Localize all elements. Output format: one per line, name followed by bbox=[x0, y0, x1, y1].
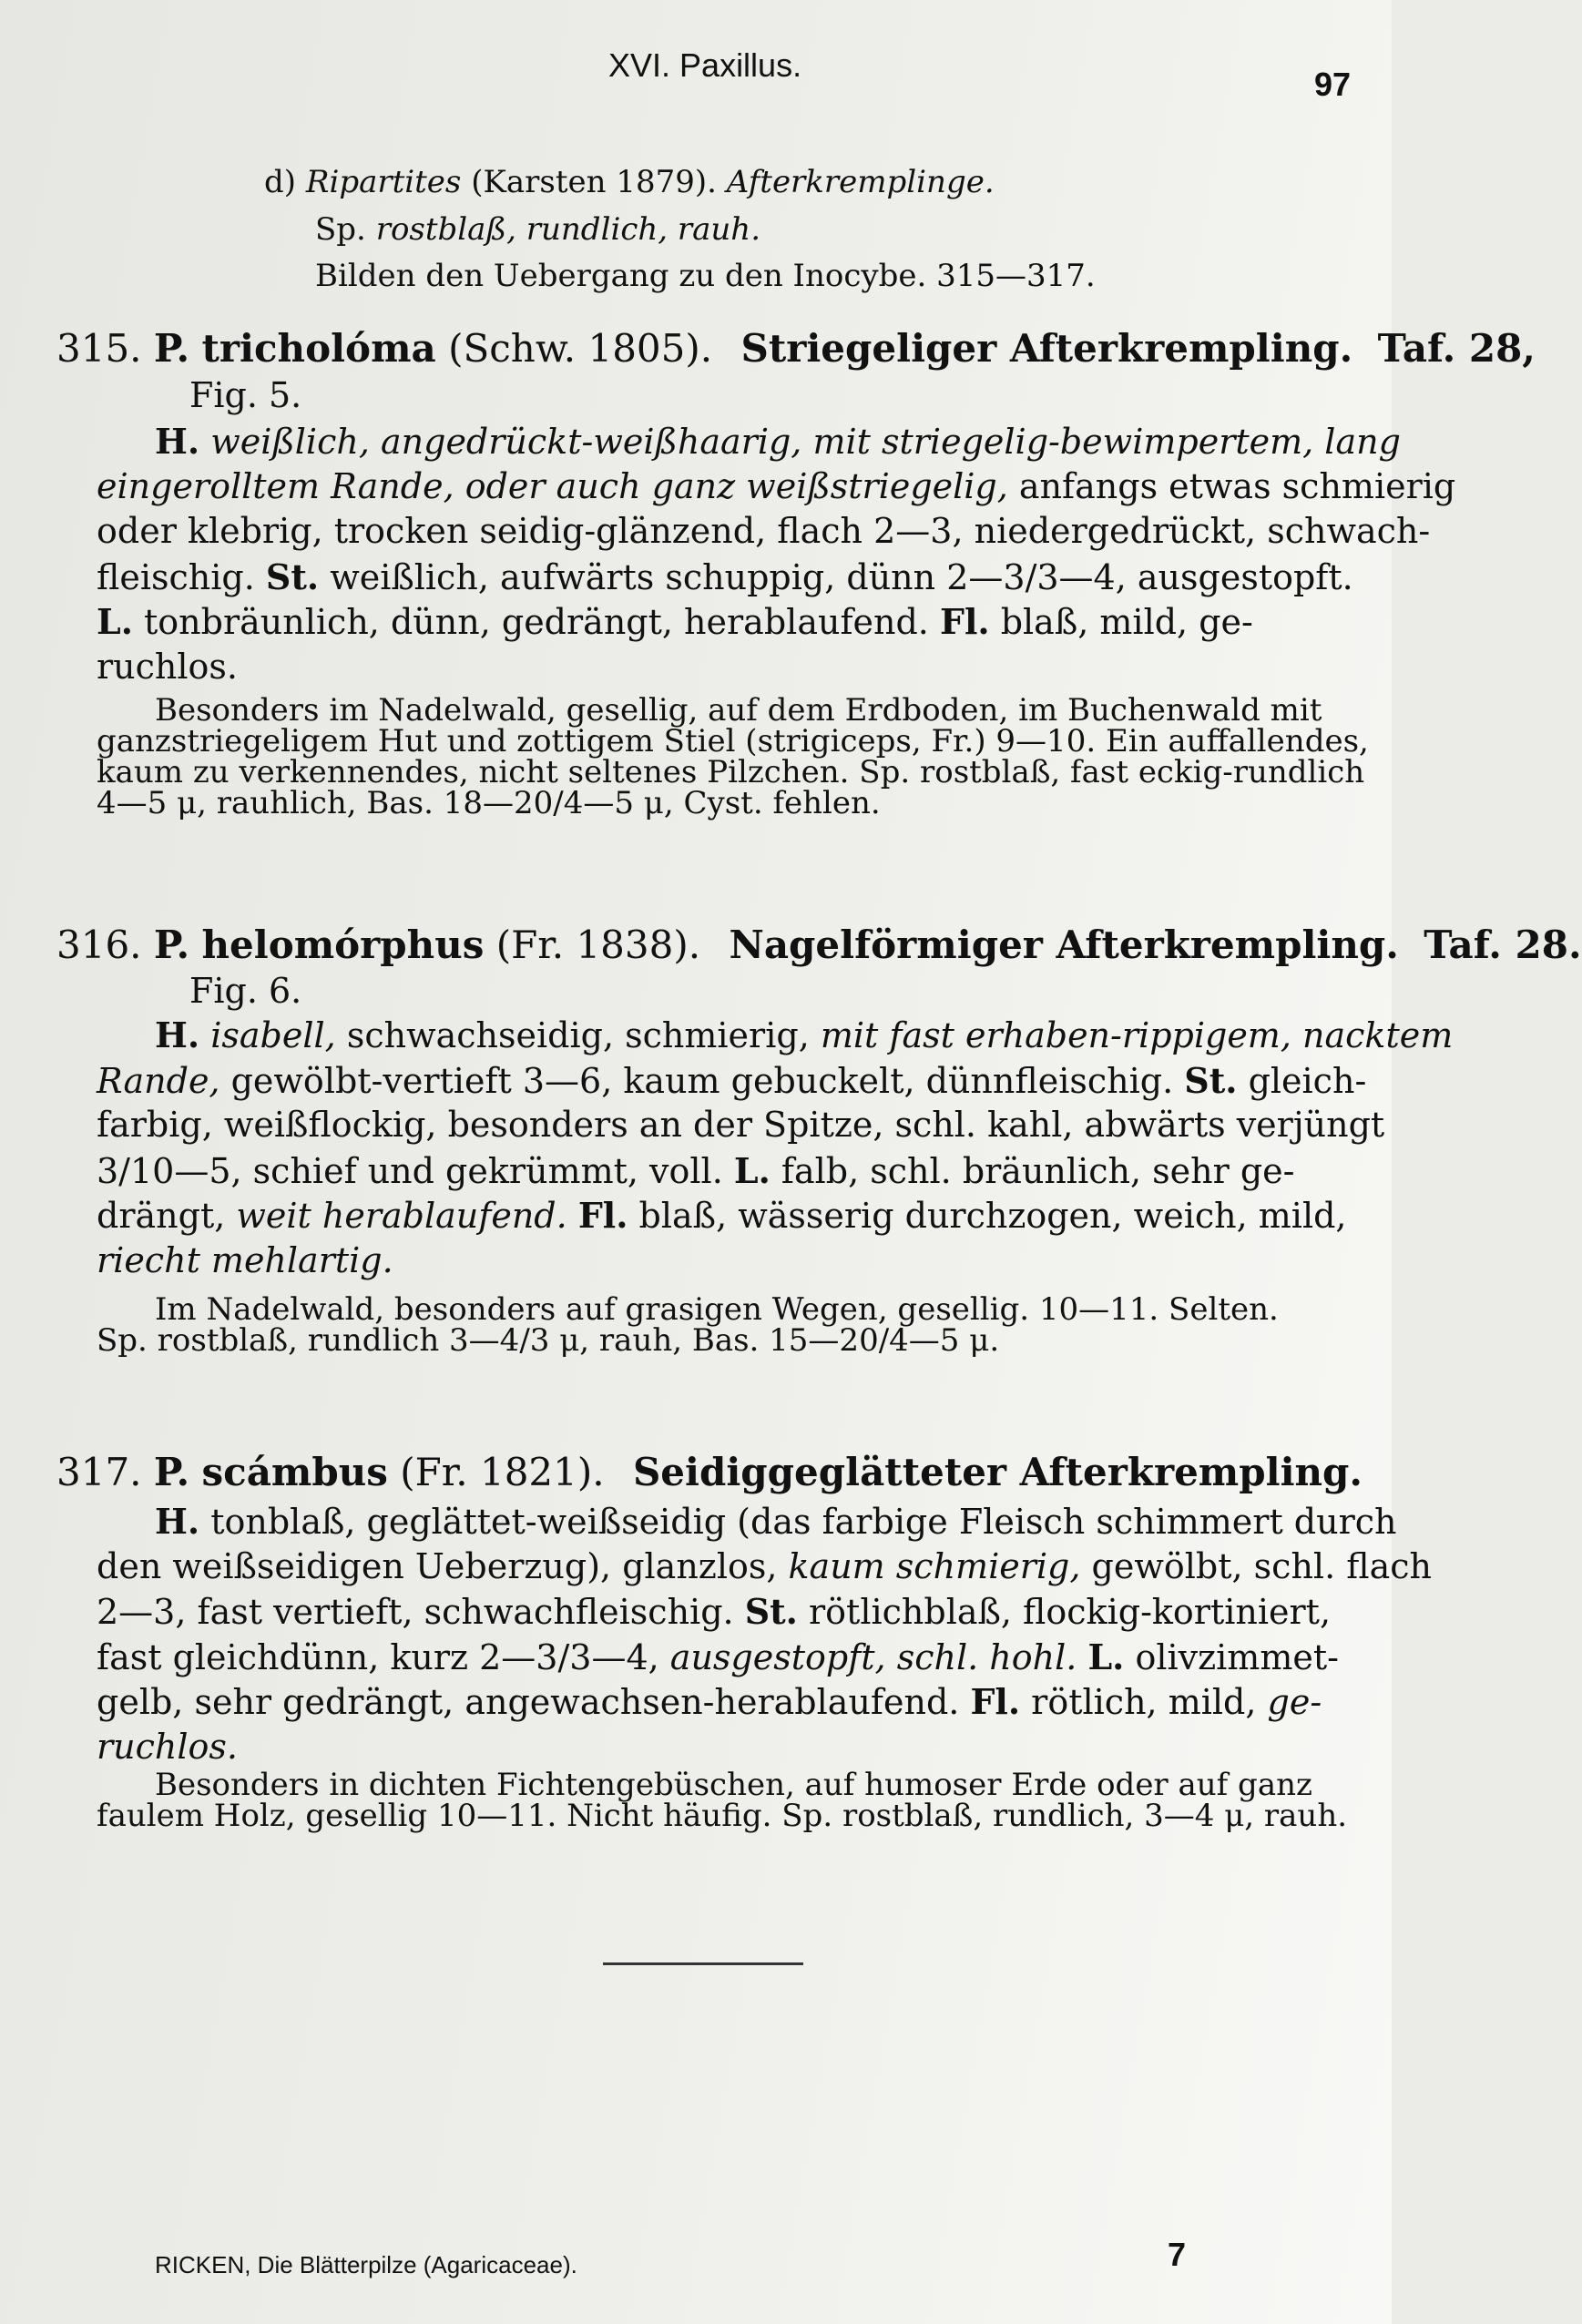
description-line bbox=[97, 556, 1352, 599]
entry-317-heading bbox=[56, 1450, 1363, 1494]
body-text: anfangs etwas schmierig bbox=[1007, 465, 1456, 506]
group-d-common: Afterkremplinge. bbox=[726, 164, 995, 200]
body-text: weißlich, aufwärts schuppig, dünn 2—3/3—4, ausgestopft. bbox=[319, 556, 1353, 597]
species-author: (Schw. 1805). bbox=[448, 326, 713, 371]
group-d-transition: Bilden den Uebergang zu den Inocybe. 315—317. bbox=[315, 258, 1096, 294]
italic-text: ruchlos. bbox=[97, 1726, 239, 1767]
common-name: Seidiggeglätteter Afterkrempling. bbox=[632, 1450, 1363, 1494]
habitat-note-line: faulem Holz, gesellig 10—11. Nicht häufig. Sp. rostblaß, rundlich, 3—4 μ, rauh. bbox=[97, 1798, 1348, 1834]
field-label: L. bbox=[1087, 1636, 1125, 1677]
group-d-author: (Karsten 1879). bbox=[471, 164, 717, 200]
field-label: H. bbox=[155, 1501, 200, 1542]
body-text: rötlich, mild, bbox=[1020, 1682, 1268, 1722]
body-text: gewölbt-vertieft 3—6, kaum gebuckelt, dünnfleischig. bbox=[219, 1060, 1185, 1101]
entry-316-heading bbox=[56, 922, 1582, 967]
genus-abbr: P. bbox=[153, 1450, 190, 1494]
body-text: 2—3, fast vertieft, schwachfleischig. bbox=[97, 1592, 745, 1632]
common-name: Nagelförmiger Afterkrempling. bbox=[729, 922, 1399, 967]
body-text bbox=[567, 1196, 578, 1236]
signature-mark: 7 bbox=[1168, 2236, 1187, 2273]
group-d-spores-prefix: Sp. bbox=[315, 211, 366, 248]
entry-number: 316. bbox=[56, 922, 142, 967]
body-text: ruchlos. bbox=[97, 646, 239, 687]
body-text: gelb, sehr gedrängt, angewachsen-herablaufend. bbox=[97, 1682, 971, 1722]
body-text: fast gleichdünn, kurz 2—3/3—4, bbox=[97, 1636, 670, 1677]
body-text: farbig, weißflockig, besonders an der Spitze, schl. kahl, abwärts verjüngt bbox=[97, 1105, 1385, 1145]
description-line bbox=[155, 1014, 1454, 1057]
running-title: XVI. Paxillus. bbox=[608, 46, 802, 84]
species-name: scámbus bbox=[201, 1450, 388, 1494]
field-label: H. bbox=[155, 1014, 200, 1055]
field-label: L. bbox=[97, 601, 133, 642]
species-author: (Fr. 1821). bbox=[400, 1450, 605, 1494]
body-text: falb, schl. bräunlich, sehr ge- bbox=[770, 1150, 1295, 1191]
description-line bbox=[97, 1150, 1352, 1193]
entry-number: 315. bbox=[56, 326, 142, 371]
description-line bbox=[97, 1059, 1367, 1103]
page-number: 97 bbox=[1314, 66, 1352, 103]
description-line bbox=[97, 1545, 1432, 1588]
italic-text: ausgestopft, schl. hohl. bbox=[669, 1636, 1077, 1677]
description-line bbox=[97, 601, 1352, 644]
body-text: gleich- bbox=[1237, 1060, 1367, 1101]
description-line bbox=[97, 1195, 1352, 1238]
description-line bbox=[97, 1727, 1352, 1768]
italic-text: ge- bbox=[1267, 1682, 1322, 1722]
field-label: St. bbox=[1184, 1059, 1238, 1101]
italic-text: weit herablaufend. bbox=[236, 1196, 567, 1236]
section-separator bbox=[603, 1962, 803, 1965]
group-d-heading bbox=[264, 164, 995, 201]
field-label: St. bbox=[744, 1591, 798, 1632]
body-text: rötlichblaß, flockig-kortiniert, bbox=[797, 1592, 1332, 1632]
italic-text: eingerolltem Rande, oder auch ganz weißstriegelig, bbox=[97, 465, 1008, 506]
habitat-note-line: Sp. rostblaß, rundlich 3—4/3 μ, rauh, Bas. 15—20/4—5 μ. bbox=[97, 1322, 1000, 1359]
habitat-note-line: Besonders in dichten Fichtengebüschen, auf humoser Erde oder auf ganz bbox=[155, 1767, 1312, 1803]
habitat-note-line: ganzstriegeligem Hut und zottigem Stiel (strigiceps, Fr.) 9—10. Ein auffallendes, bbox=[97, 723, 1369, 759]
italic-text: weißlich, angedrückt-weißhaarig, mit striegelig-bewimpertem, lang bbox=[199, 422, 1401, 462]
field-label: L. bbox=[733, 1149, 771, 1191]
body-text: gewölbt, schl. flach bbox=[1080, 1545, 1432, 1586]
entry-number: 317. bbox=[56, 1450, 142, 1494]
description-line bbox=[97, 511, 1431, 553]
species-author: (Fr. 1838). bbox=[495, 922, 701, 967]
description-line bbox=[97, 1105, 1385, 1147]
group-d-spores bbox=[315, 211, 760, 249]
body-text: tonblaß, geglättet-weißseidig (das farbige Fleisch schimmert durch bbox=[199, 1502, 1397, 1542]
description-line bbox=[97, 1591, 1352, 1634]
habitat-note-line: kaum zu verkennendes, nicht seltenes Pilzchen. Sp. rostblaß, fast eckig-rundlich bbox=[97, 754, 1365, 790]
genus-abbr: P. bbox=[153, 922, 190, 967]
italic-text: riecht mehlartig. bbox=[97, 1239, 393, 1280]
body-text: schwachseidig, schmierig, bbox=[335, 1015, 821, 1055]
body-text: fleischig. bbox=[97, 556, 266, 597]
field-label: St. bbox=[265, 556, 320, 597]
body-text: drängt, bbox=[97, 1196, 237, 1236]
description-line bbox=[155, 421, 1401, 464]
group-d-label: d) bbox=[264, 164, 297, 200]
description-line bbox=[97, 1636, 1352, 1679]
figure-reference: Fig. 6. bbox=[189, 971, 302, 1011]
description-line bbox=[97, 1681, 1352, 1724]
description-line bbox=[97, 1240, 1352, 1282]
habitat-note-line: 4—5 μ, rauhlich, Bas. 18—20/4—5 μ, Cyst. fehlen. bbox=[97, 785, 881, 821]
italic-text: Rande, bbox=[97, 1060, 220, 1101]
field-label: Fl. bbox=[577, 1195, 628, 1236]
plate-reference: Taf. 28. bbox=[1424, 922, 1582, 967]
habitat-note-line: Besonders im Nadelwald, gesellig, auf dem Erdboden, im Buchenwald mit bbox=[155, 692, 1322, 729]
species-name: tricholóma bbox=[201, 326, 436, 371]
common-name: Striegeliger Afterkrempling. bbox=[740, 326, 1353, 371]
italic-text: kaum schmierig, bbox=[788, 1545, 1081, 1586]
description-line bbox=[97, 647, 1352, 688]
figure-reference: Fig. 5. bbox=[189, 375, 302, 415]
plate-reference: Taf. 28, bbox=[1377, 326, 1536, 371]
entry-315-heading bbox=[56, 326, 1536, 371]
body-text: oder klebrig, trocken seidig-glänzend, flach 2—3, niedergedrückt, schwach- bbox=[97, 511, 1431, 551]
habitat-note-line: Im Nadelwald, besonders auf grasigen Wegen, gesellig. 10—11. Selten. bbox=[155, 1291, 1279, 1328]
species-name: helomórphus bbox=[201, 922, 485, 967]
genus-abbr: P. bbox=[153, 326, 190, 371]
body-text: blaß, wässerig durchzogen, weich, mild, bbox=[628, 1196, 1347, 1236]
body-text: olivzimmet- bbox=[1124, 1636, 1339, 1677]
body-text: 3/10—5, schief und gekrümmt, voll. bbox=[97, 1150, 734, 1191]
body-text: tonbräunlich, dünn, gedrängt, herablaufend. bbox=[132, 602, 940, 642]
italic-text: mit fast erhaben-rippigem, nacktem bbox=[820, 1015, 1454, 1055]
field-label: Fl. bbox=[939, 601, 990, 642]
description-line bbox=[97, 465, 1456, 508]
footer-source: RICKEN, Die Blätterpilze (Agaricaceae). bbox=[155, 2251, 577, 2278]
field-label: H. bbox=[155, 421, 200, 462]
body-text bbox=[1077, 1637, 1087, 1677]
description-line bbox=[155, 1501, 1397, 1544]
group-d-genus: Ripartites bbox=[305, 164, 462, 200]
italic-text: isabell, bbox=[199, 1015, 336, 1055]
body-text: den weißseidigen Ueberzug), glanzlos, bbox=[97, 1545, 789, 1586]
body-text: blaß, mild, ge- bbox=[989, 602, 1253, 642]
field-label: Fl. bbox=[970, 1681, 1021, 1722]
group-d-spores-desc: rostblaß, rundlich, rauh. bbox=[375, 211, 760, 248]
